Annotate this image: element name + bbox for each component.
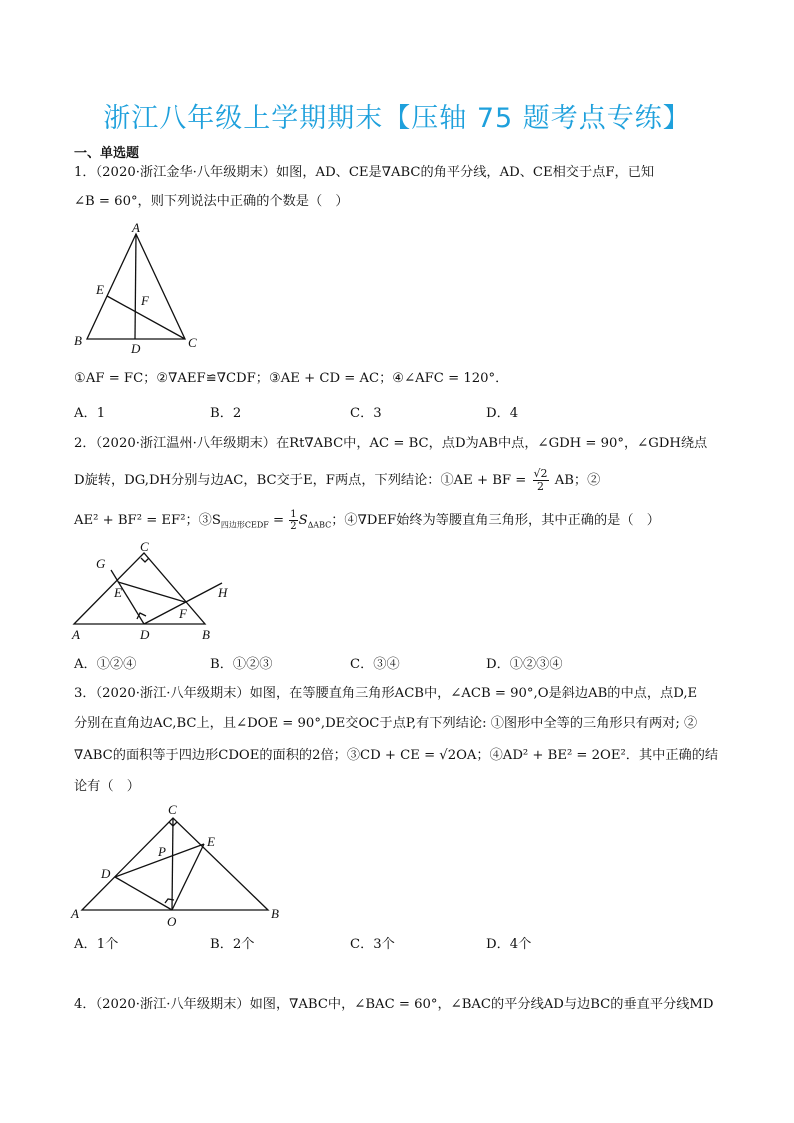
page-title: 浙江八年级上学期期末【压轴 75 题考点专练】 (103, 103, 691, 134)
q2-option-c[interactable]: C．③④ (350, 657, 400, 672)
q2-label-d: D (140, 627, 150, 642)
q1-statements: ①AF = FC；②∇AEF≌∇CDF；③AE + CD = AC；④∠AFC = 120°． (74, 371, 509, 386)
q2-subscript-quad: 四边形CEDF (220, 520, 269, 530)
q3-segment-co (172, 818, 173, 910)
q1-option-c[interactable]: C．3 (350, 406, 382, 421)
q2-fraction-half (289, 509, 297, 532)
q3-option-d[interactable]: D．4个 (486, 937, 532, 952)
q3-option-a[interactable]: A．1个 (74, 937, 119, 952)
q2-label-g: G (96, 556, 106, 571)
q2-half-numerator: 1 (290, 509, 297, 520)
q1-segment-ad (135, 234, 136, 339)
q2-fraction-denominator: 2 (537, 480, 544, 493)
q1-label-a: A (132, 220, 140, 235)
q2-line-3: AE² + BF² = EF²；$③S_{四边形CEDF}$ = $\frac{1}{2}$ $S_{\Delta ABC}$；④∇DEF始终为等腰直角三角形，其中正确的是（ ） (74, 509, 660, 532)
q2-label-f: F (179, 606, 187, 621)
q1-figure (70, 220, 210, 355)
q3-option-c[interactable]: C．3个 (350, 937, 395, 952)
q1-option-d[interactable]: D．4 (486, 406, 519, 421)
q1-label-c: C (188, 335, 197, 350)
q3-figure (68, 800, 288, 930)
q2-label-c: C (140, 540, 149, 554)
q3-label-c: C (168, 802, 177, 817)
q1-option-b[interactable]: B．2 (210, 406, 242, 421)
q3-label-p: P (158, 844, 166, 859)
q3-line-3: ∇ABC的面积等于四边形CDOE的面积的2倍；③CD + CE = √2OA；④AD² + BE² = 2OE²．其中正确的结 (74, 748, 719, 763)
q3-label-e: E (207, 834, 215, 849)
q3-label-b: B (271, 906, 279, 921)
q2-line-3-text: AE² + BF² = EF²；③S (74, 513, 221, 528)
q2-subscript-abc: ∆ABC (307, 520, 332, 530)
q3-label-a: A (71, 906, 79, 921)
q1-line-1: 1．（2020·浙江金华·八年级期末）如图，AD、CE是∇ABC的角平分线，AD、CE相交于点F，已知 (74, 165, 655, 180)
q2-half-denominator: 2 (290, 521, 297, 532)
q2-equals: = (268, 513, 289, 528)
q1-label-f: F (141, 293, 149, 308)
q2-label-b: B (202, 627, 210, 642)
q2-line-2-text: D旋转，DG,DH分别与边AC，BC交于E，F两点，下列结论：①AE + BF = (74, 473, 531, 488)
q1-label-b: B (74, 333, 82, 348)
q2-line-2-tail: AB；② (554, 473, 601, 488)
q2-fraction-sqrt2-over-2 (533, 468, 549, 493)
q2-fraction-numerator: √2 (533, 467, 548, 480)
q2-label-a: A (72, 627, 80, 642)
q2-label-e: E (114, 585, 122, 600)
q3-segment-do (115, 877, 172, 910)
q1-label-d: D (131, 341, 141, 355)
q3-triangle (82, 818, 268, 910)
q2-line-2 (74, 468, 600, 493)
q3-option-b[interactable]: B．2个 (210, 937, 255, 952)
q3-line-4: 论有（ ） (74, 779, 140, 794)
q2-line-3-tail: ；④∇DEF始终为等腰直角三角形，其中正确的是（ ） (331, 513, 660, 528)
q1-line-2: ∠B = 60°，则下列说法中正确的个数是（ ） (74, 194, 349, 209)
section-heading: 一、单选题 (74, 146, 140, 161)
q4-line-1: 4．（2020·浙江·八年级期末）如图，∇ABC中，∠BAC = 60°，∠BAC的平分线AD与边BC的垂直平分线MD (74, 997, 714, 1012)
q2-label-h: H (218, 585, 228, 600)
q1-label-e: E (96, 282, 104, 297)
q2-option-a[interactable]: A．①②④ (74, 657, 137, 672)
q2-right-angle-c (141, 558, 149, 562)
q3-line-1: 3．（2020·浙江·八年级期末）如图，在等腰直角三角形ACB中，∠ACB = 90°,O是斜边AB的中点，点D,E (74, 686, 698, 701)
q1-option-a[interactable]: A．1 (74, 406, 106, 421)
q2-option-b[interactable]: B．①②③ (210, 657, 273, 672)
q3-line-2: 分别在直角边AC,BC上，且∠DOE = 90°,DE交OC于点P,有下列结论: ①图形中全等的三角形只有两对; ② (74, 716, 698, 731)
q2-option-d[interactable]: D．①②③④ (486, 657, 563, 672)
q3-label-o: O (167, 914, 177, 929)
q2-figure (68, 540, 238, 645)
q3-label-d: D (101, 866, 111, 881)
q2-line-1: 2．（2020·浙江温州·八年级期末）在Rt∇ABC中，AC = BC，点D为AB中点，∠GDH = 90°，∠GDH绕点 (74, 436, 708, 451)
